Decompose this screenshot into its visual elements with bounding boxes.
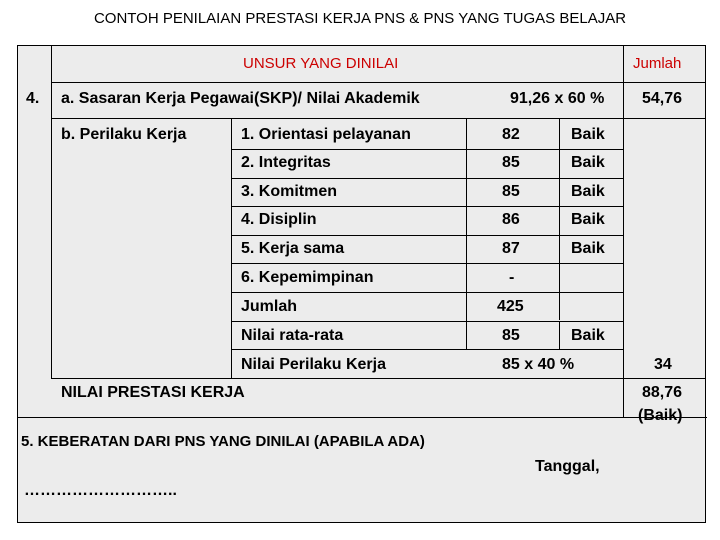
item-score: 86 <box>502 211 520 228</box>
item-name: 6. Kepemimpinan <box>241 269 374 286</box>
item-name: 1. Orientasi pelayanan <box>241 126 411 143</box>
item-score: 85 <box>502 154 520 171</box>
item-score: 85 <box>502 183 520 200</box>
skp-formula: 91,26 x 60 % <box>510 90 605 107</box>
page-title: CONTOH PENILAIAN PRESTASI KERJA PNS & PNS YANG TUGAS BELAJAR <box>93 10 627 27</box>
item-name: 4. Disiplin <box>241 211 317 228</box>
item-name: 2. Integritas <box>241 154 331 171</box>
item-grade: Baik <box>571 211 605 228</box>
jumlah-label: Jumlah <box>241 298 298 315</box>
rata-value: 85 <box>502 327 520 344</box>
rata-label: Nilai rata-rata <box>241 327 344 344</box>
skp-result: 54,76 <box>642 90 683 107</box>
item-grade: Baik <box>571 183 605 200</box>
tanggal-label: Tanggal, <box>535 458 600 475</box>
header-unsur: UNSUR YANG DINILAI <box>243 55 399 72</box>
nilai-formula: 85 x 40 % <box>502 356 575 373</box>
prestasi-grade: (Baik) <box>638 407 683 424</box>
signature-dots: ……………………….. <box>24 482 177 499</box>
perilaku-label: b. Perilaku Kerja <box>61 126 187 143</box>
item-score: - <box>509 269 515 286</box>
prestasi-label: NILAI PRESTASI KERJA <box>61 384 245 401</box>
skp-label: a. Sasaran Kerja Pegawai(SKP)/ Nilai Akademik <box>61 90 420 107</box>
jumlah-value: 425 <box>497 298 524 315</box>
item-name: 3. Komitmen <box>241 183 338 200</box>
keberatan-label: 5. KEBERATAN DARI PNS YANG DINILAI (APABILA ADA) <box>21 433 425 450</box>
prestasi-value: 88,76 <box>642 384 683 401</box>
item-score: 82 <box>502 126 520 143</box>
row-number: 4. <box>26 90 40 107</box>
item-grade: Baik <box>571 240 605 257</box>
item-grade: Baik <box>571 126 605 143</box>
rata-grade: Baik <box>571 327 605 344</box>
header-jumlah: Jumlah <box>633 55 682 72</box>
item-grade: Baik <box>571 154 605 171</box>
item-name: 5. Kerja sama <box>241 240 345 257</box>
nilai-result: 34 <box>654 356 672 373</box>
nilai-label: Nilai Perilaku Kerja <box>241 356 386 373</box>
item-score: 87 <box>502 240 520 257</box>
